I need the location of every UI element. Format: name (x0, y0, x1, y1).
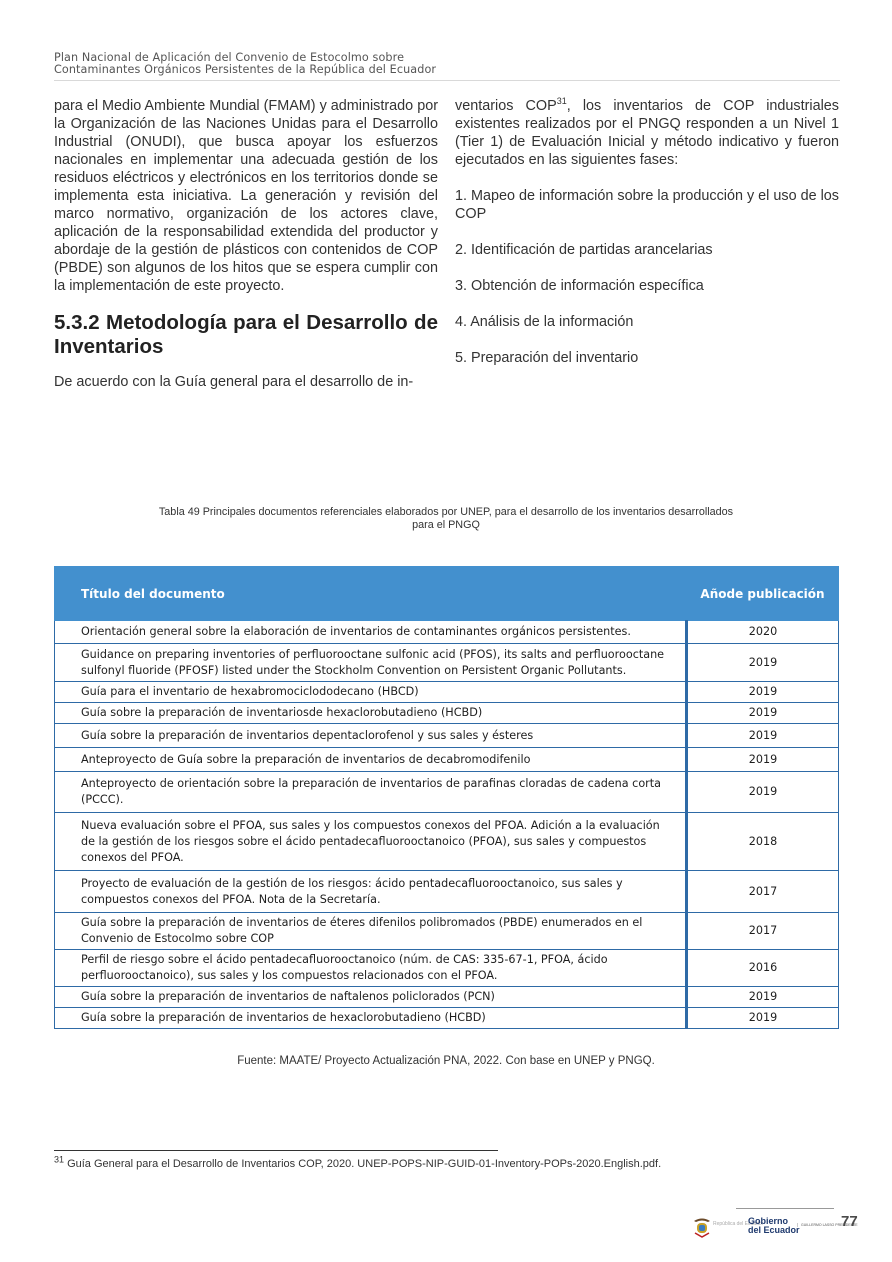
publication-year: 2019 (687, 682, 839, 703)
gobierno-logo-line-2: del Ecuador (748, 1225, 800, 1235)
footnote-number: 31 (54, 1154, 65, 1165)
document-title: Guía para el inventario de hexabromociclododecano (HBCD) (55, 682, 687, 703)
document-title: Anteproyecto de Guía sobre la preparación de inventarios de decabromodifenilo (55, 748, 687, 772)
table-row (55, 724, 839, 748)
header-line-2: Contaminantes Orgánicos Persistentes de la República del Ecuador (54, 62, 437, 76)
ecuador-coat-of-arms-icon (692, 1216, 712, 1238)
publication-year: 2019 (687, 644, 839, 682)
table-caption: Tabla 49 Principales documentos referenciales elaborados por UNEP, para el desarrollo de los inventarios desarrollados para el PNGQ (158, 506, 734, 531)
table-row (55, 1008, 839, 1029)
publication-year: 2017 (687, 913, 839, 950)
publication-year: 2019 (687, 1008, 839, 1029)
table-row (55, 748, 839, 772)
publication-year: 2019 (687, 703, 839, 724)
page-number: 77 (841, 1213, 858, 1230)
document-title: Anteproyecto de orientación sobre la preparación de inventarios de parafinas cloradas de cadena corta (PCCC). (55, 772, 687, 813)
table-row (55, 987, 839, 1008)
methodology-paragraph: De acuerdo con la Guía general para el desarrollo de in- (54, 374, 414, 390)
table-row (55, 950, 839, 987)
phase-item: 5. Preparación del inventario (455, 350, 639, 366)
table-row (55, 621, 839, 644)
document-title: Guía sobre la preparación de inventarios depentaclorofenol y sus sales y ésteres (55, 724, 687, 748)
phase-list (455, 187, 839, 367)
paragraph-rest: , los inventarios de COP industriales existentes realizados por el PNGQ responden a un Nivel 1 (Tier 1) de Evaluación Inicial y método indicativo y fueron ejecutados en las siguientes fases: (455, 98, 840, 168)
document-title: Orientación general sobre la elaboración de inventarios de contaminantes orgánicos persistentes. (55, 621, 687, 644)
table-row (55, 813, 839, 871)
footnote-reference[interactable]: 31 (556, 96, 567, 107)
phase-item: 1. Mapeo de información sobre la producción y el uso de los COP (455, 188, 839, 222)
phase-item: 3. Obtención de información específica (455, 278, 704, 294)
document-title: Guía sobre la preparación de inventarios de hexaclorobutadieno (HCBD) (55, 1008, 687, 1029)
continuation-paragraph (455, 97, 839, 169)
running-header (54, 52, 840, 81)
publication-year: 2020 (687, 621, 839, 644)
paragraph-start: ventarios COP (455, 98, 557, 114)
phase-item: 4. Análisis de la información (455, 314, 634, 330)
document-title: Guidance on preparing inventories of perfluorooctane sulfonic acid (PFOS), its salts and perfluorooctane sulfonyl fluoride (PFOSF) listed under the Stockholm Convention on Persistent Organic Pollutants. (55, 644, 687, 682)
document-title: Guía sobre la preparación de inventariosde hexaclorobutadieno (HCBD) (55, 703, 687, 724)
publication-year: 2019 (687, 724, 839, 748)
publication-year: 2016 (687, 950, 839, 987)
phase-item: 2. Identificación de partidas arancelarias (455, 242, 713, 258)
gobierno-logo (748, 1217, 800, 1235)
document-title: Proyecto de evaluación de la gestión de los riesgos: ácido pentadecafluorooctanoico, sus sales y compuestos conexos del PFOA. Nota de la Secretaría. (55, 871, 687, 913)
table-row (55, 871, 839, 913)
documents-table (54, 566, 839, 1029)
gobierno-logo-line-1: Gobierno (748, 1216, 788, 1226)
presidente-logo-text: GUILLERMO LASSO PRESIDENTE (797, 1223, 858, 1227)
table-source: Fuente: MAATE/ Proyecto Actualización PNA, 2022. Con base en UNEP y PNGQ. (237, 1055, 655, 1067)
publication-year: 2019 (687, 987, 839, 1008)
footnote-text: Guía General para el Desarrollo de Inventarios COP, 2020. UNEP-POPS-NIP-GUID-01-Inventory-POPs-2020.English.pdf. (64, 1158, 662, 1170)
document-title: Guía sobre la preparación de inventarios de éteres difenilos polibromados (PBDE) enumerados en el Convenio de Estocolmo sobre COP (55, 913, 687, 950)
column-header-title: Título del documento (55, 567, 687, 621)
footnote (54, 1154, 662, 1170)
footer-divider (736, 1208, 834, 1209)
document-title: Nueva evaluación sobre el PFOA, sus sales y los compuestos conexos del PFOA. Adición a la evaluación de la gestión de los riesgos sobre el ácido pentadecafluorooctanoico (PFOA), sus sales y compuestos conexos del PFOA. (55, 813, 687, 871)
column-header-year: Añode publicación (687, 567, 839, 621)
section-heading: 5.3.2 Metodología para el Desarrollo de Inventarios (54, 311, 438, 358)
table-row (55, 644, 839, 682)
table-row (55, 703, 839, 724)
table-row (55, 682, 839, 703)
footnote-divider (54, 1150, 498, 1151)
header-line-1: Plan Nacional de Aplicación del Convenio de Estocolmo sobre (54, 51, 405, 64)
table-row (55, 772, 839, 813)
intro-paragraph: para el Medio Ambiente Mundial (FMAM) y administrado por la Organización de las Naciones Unidas para el Desarrollo Industrial (ONUDI), que busca apoyar los esfuerzos nacionales en implementar una adecuada gestión de los residuos eléctricos y electrónicos en los territorios donde se implementa esta iniciativa. La generación y revisión del marco normativo, organización de los actores clave, aplicación de la responsabilidad extendida del productor y abordaje de la gestión de plásticos con contenidos de COP (PBDE) son algunos de los hitos que se espera cumplir con la implementación de este proyecto. (54, 98, 438, 294)
publication-year: 2019 (687, 772, 839, 813)
right-column (455, 97, 839, 367)
document-title: Guía sobre la preparación de inventarios de naftalenos policlorados (PCN) (55, 987, 687, 1008)
left-column (54, 97, 438, 391)
table-row (55, 913, 839, 950)
publication-year: 2018 (687, 813, 839, 871)
table-header-row (55, 567, 839, 621)
document-title: Perfil de riesgo sobre el ácido pentadecafluorooctanoico (núm. de CAS: 335-67-1, PFOA, ácido perfluorooctanoico), sus sales y los compuestos relacionados con el PFOA. (55, 950, 687, 987)
publication-year: 2019 (687, 748, 839, 772)
publication-year: 2017 (687, 871, 839, 913)
republica-logo-text: República del Ecuador (713, 1221, 764, 1227)
